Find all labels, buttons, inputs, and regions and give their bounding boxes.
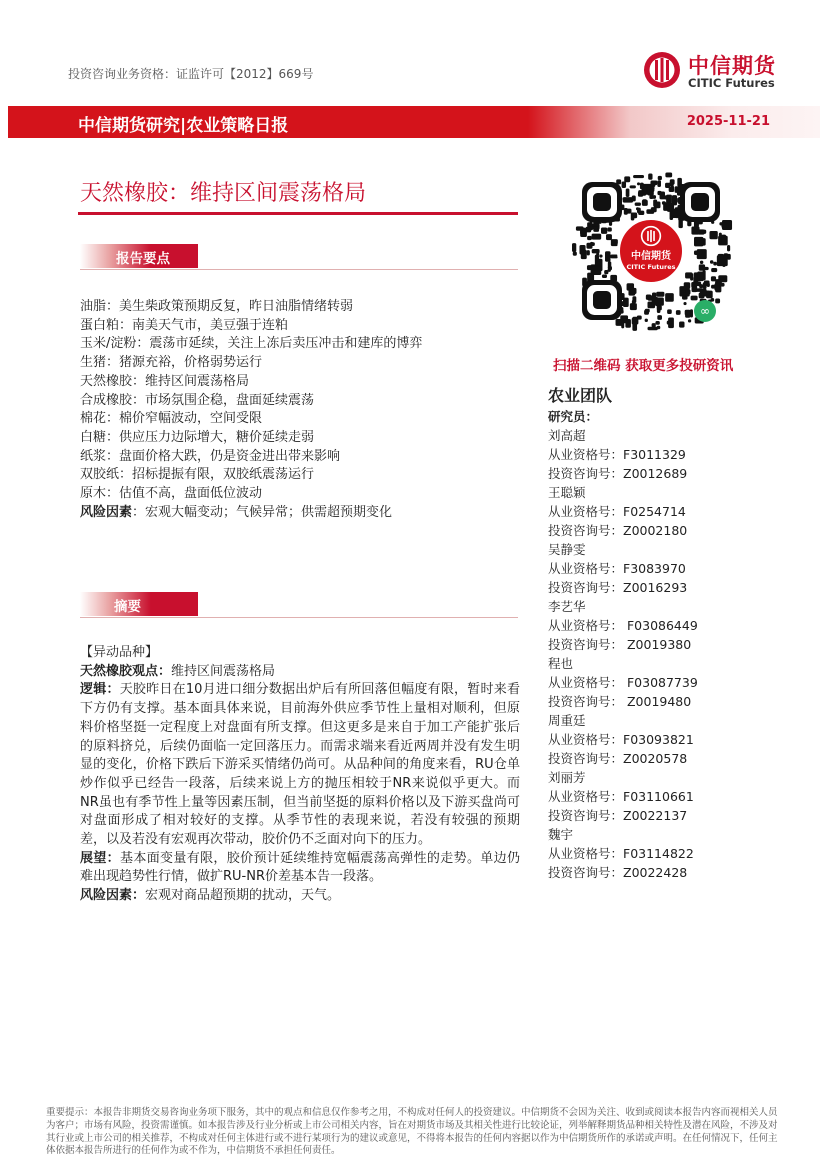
researcher-name: 周重廷 bbox=[548, 713, 586, 728]
company-logo bbox=[642, 48, 802, 94]
key-points-header bbox=[80, 244, 518, 268]
risk-label: 风险因素 bbox=[80, 504, 133, 520]
researcher-consult-id: 投资咨询号：Z0016293 bbox=[548, 580, 688, 595]
logic-label: 逻辑： bbox=[80, 682, 120, 698]
list-item: 合成橡胶：市场氛围企稳，盘面延续震荡 bbox=[80, 392, 315, 408]
researcher-consult-id: 投资咨询号： Z0019380 bbox=[548, 637, 692, 652]
summary-body bbox=[80, 644, 520, 906]
page-title: 天然橡胶：维持区间震荡格局 bbox=[80, 181, 367, 206]
summary-risk-text: 宏观对商品超预期的扰动，天气。 bbox=[145, 888, 341, 904]
researcher-consult-id: 投资咨询号：Z0022137 bbox=[548, 808, 688, 823]
title-underline bbox=[78, 212, 518, 215]
researcher-cert: 从业资格号：F0254714 bbox=[548, 504, 686, 519]
logo-english: CITIC Futures bbox=[688, 76, 775, 90]
risk-text: ：宏观大幅变动；气候异常；供需超预期变化 bbox=[132, 504, 393, 520]
researcher-name: 魏宇 bbox=[548, 827, 574, 842]
researcher-consult-id: 投资咨询号：Z0012689 bbox=[548, 466, 688, 481]
qr-center-logo bbox=[617, 217, 685, 285]
researcher-consult-id: 投资咨询号：Z0020578 bbox=[548, 751, 688, 766]
key-points-heading: 报告要点 bbox=[116, 251, 170, 267]
list-item: 蛋白粕：南美天气市，美豆强于连粕 bbox=[80, 317, 289, 333]
team-title: 农业团队 bbox=[548, 386, 613, 405]
researcher-name: 刘丽芳 bbox=[548, 770, 586, 785]
researcher-cert: 从业资格号：F03110661 bbox=[548, 789, 694, 804]
outlook-label: 展望： bbox=[80, 850, 121, 866]
researcher-consult-id: 投资咨询号：Z0002180 bbox=[548, 523, 688, 538]
researcher-name: 李艺华 bbox=[548, 599, 586, 614]
disclaimer: 重要提示：本报告非期货交易咨询业务项下服务，其中的观点和信息仅作参考之用，不构成对任何人的投资建议。中信期货不会因为关注、收到或阅读本报告内容而视相关人员为客户；市场有风险，投资需谨慎。如本报告涉及行业分析或上市公司相关内容，旨在对期货市场及其相关性进行比较论证，列举解释期货品种相关特性及潜在风险，不涉及对其行业或上市公司的相关推荐，不构成对任何主体进行或不进行某项行为的建议或意见，不得将本报告的任何内容据以作为中信期货所作的承诺或声明。在任何情况下，任何主体依据本报告所进行的任何作为或不作为，中信期货不承担任何责任。 bbox=[46, 1107, 778, 1157]
list-item: 白糖：供应压力边际增大，糖价延续走弱 bbox=[80, 429, 315, 445]
researcher-name: 程也 bbox=[548, 656, 574, 671]
researcher-name: 王聪颖 bbox=[548, 485, 586, 500]
summary-outlook bbox=[80, 850, 520, 887]
summary-heading: 摘要 bbox=[114, 599, 141, 615]
risk-factors bbox=[80, 504, 422, 523]
qr-center-en: CITIC Futures bbox=[626, 263, 676, 271]
list-item: 生猪：猪源充裕，价格弱势运行 bbox=[80, 355, 263, 371]
summary-risk-label: 风险因素： bbox=[80, 888, 146, 904]
team-panel bbox=[548, 386, 698, 882]
list-item: 原木：估值不高，盘面低位波动 bbox=[80, 486, 263, 502]
list-item: 纸浆：盘面价格大跌，仍是资金进出带来影响 bbox=[80, 448, 341, 464]
citic-emblem-icon bbox=[640, 225, 662, 247]
list-item: 天然橡胶：维持区间震荡格局 bbox=[80, 373, 250, 389]
team-list bbox=[548, 426, 698, 882]
researcher-cert: 从业资格号： F03087739 bbox=[548, 675, 698, 690]
researcher-consult-id: 投资咨询号： Z0019480 bbox=[548, 694, 692, 709]
summary-view bbox=[80, 663, 520, 682]
qr-code[interactable] bbox=[568, 168, 734, 334]
researcher-consult-id: 投资咨询号：Z0022428 bbox=[548, 865, 688, 880]
list-item: 玉米/淀粉：震荡市延续，关注上冻后卖压冲击和建库的博弈 bbox=[80, 336, 423, 352]
researcher-cert: 从业资格号：F3083970 bbox=[548, 561, 686, 576]
license-text: 投资咨询业务资格：证监许可【2012】669号 bbox=[68, 67, 314, 81]
header-banner bbox=[8, 106, 820, 138]
mini-program-icon: ∞ bbox=[694, 300, 716, 322]
key-points-list bbox=[80, 298, 422, 522]
outlook-text: 基本面变量有限，胶价预计延续维持宽幅震荡高弹性的走势。单边仍难出现趋势性行情，做扩RU-NR价差基本告一段落。 bbox=[80, 850, 520, 885]
summary-tag: 【异动品种】 bbox=[80, 645, 159, 660]
researcher-name: 刘高超 bbox=[548, 428, 586, 443]
report-date: 2025-11-21 bbox=[686, 114, 770, 129]
list-item: 双胶纸：招标提振有限，双胶纸震荡运行 bbox=[80, 467, 315, 483]
qr-center-cn: 中信期货 bbox=[631, 251, 671, 262]
summary-logic bbox=[80, 681, 520, 849]
summary-header bbox=[80, 592, 518, 616]
team-role: 研究员： bbox=[548, 409, 599, 424]
logic-text: 天胶昨日在10月进口细分数据出炉后有所回落但幅度有限，暂时来看下方仍有支撑。基本面具体来说，目前海外供应季节性上量相对顺利，但原料价格坚挺一定程度上对盘面有所支撑。但这更多是来自于加工产能扩张后的原料挤兑，后续仍面临一定回落压力。而需求端来看近两周并没有发生明显的变化，价格下跌后下游采买情绪仍尚可。从品种间的角度来看，RU仓单炒作似乎已经告一段落，后续来说上方的抛压相较于NR来说似乎更大。而NR虽也有季节性上量等因素压制，但当前坚挺的原料价格以及下游买盘尚可对盘面形成了相对较好的支撑。从季节性的表现来说，若没有较强的预期差，以及若没有宏观再次带动，胶价仍不乏面对向下的压力。 bbox=[80, 682, 520, 848]
citic-logo-icon bbox=[642, 50, 682, 90]
researcher-cert: 从业资格号：F3011329 bbox=[548, 447, 686, 462]
list-item: 油脂：美生柴政策预期反复，昨日油脂情绪转弱 bbox=[80, 299, 354, 314]
list-item: 棉花：棉价窄幅波动，空间受限 bbox=[80, 411, 263, 427]
researcher-name: 吴静雯 bbox=[548, 542, 586, 557]
researcher-cert: 从业资格号： F03086449 bbox=[548, 618, 698, 633]
view-label: 天然橡胶观点： bbox=[80, 663, 172, 679]
logo-chinese: 中信期货 bbox=[688, 54, 776, 78]
summary-risk bbox=[80, 887, 520, 906]
view-text: 维持区间震荡格局 bbox=[171, 663, 276, 679]
researcher-cert: 从业资格号：F03093821 bbox=[548, 732, 694, 747]
banner-title: 中信期货研究|农业策略日报 bbox=[78, 116, 289, 136]
researcher-cert: 从业资格号：F03114822 bbox=[548, 846, 694, 861]
qr-caption: 扫描二维码 获取更多投研资讯 bbox=[553, 358, 734, 374]
